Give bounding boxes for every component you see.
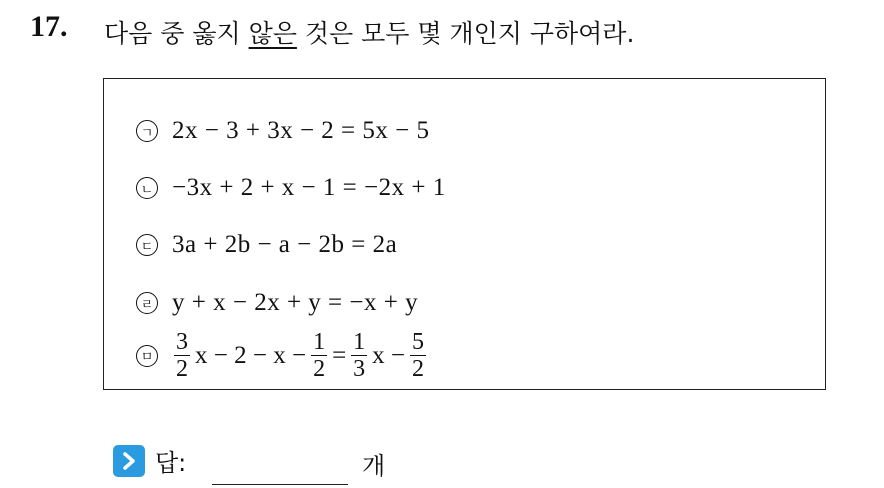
choice-expression-4: y + x − 2x + y = −x + y: [172, 289, 419, 316]
choice-item-1: [136, 117, 430, 145]
question-number: 17.: [30, 10, 68, 43]
choice-item-2: [136, 174, 446, 202]
choice-item-5: [136, 329, 428, 382]
question-underlined-word: 않은: [248, 19, 297, 48]
question-text-before: 다음 중 옳지: [104, 19, 249, 48]
choice-item-3: [136, 231, 397, 259]
equals-sign: =: [332, 341, 347, 369]
fraction-1: [174, 329, 190, 382]
fraction-2: [311, 329, 327, 382]
fraction-3: [351, 329, 367, 382]
expression-part-2: x −: [372, 341, 406, 369]
chevron-right-icon: [113, 445, 145, 477]
choice-expression-3: 3a + 2b − a − 2b = 2a: [172, 231, 398, 258]
choice-marker-2: ㄴ: [136, 177, 158, 199]
fraction-1-numerator: 3: [176, 329, 188, 355]
answer-unit: 개: [362, 452, 386, 480]
answer-label: 답:: [155, 449, 187, 477]
choice-marker-1: ㄱ: [136, 120, 158, 142]
answer-row: [113, 443, 186, 478]
choice-expression-1: 2x − 3 + 3x − 2 = 5x − 5: [172, 117, 430, 144]
fraction-2-numerator: 1: [313, 329, 326, 355]
choice-marker-5: ㅁ: [136, 345, 158, 367]
question-text: [104, 14, 634, 50]
choices-box: [103, 78, 826, 390]
answer-blank[interactable]: [212, 484, 348, 485]
fraction-4-denominator: 2: [412, 356, 425, 382]
question-text-after: 것은 모두 몇 개인지 구하여라.: [296, 19, 635, 48]
fraction-4-numerator: 5: [412, 329, 425, 355]
choice-item-4: [136, 289, 418, 317]
fraction-4: [410, 329, 426, 382]
choice-marker-3: ㄷ: [136, 234, 158, 256]
fraction-3-numerator: 1: [353, 329, 366, 355]
choice-marker-4: ㄹ: [136, 292, 158, 314]
choice-expression-2: −3x + 2 + x − 1 = −2x + 1: [172, 174, 446, 201]
fraction-2-denominator: 2: [313, 356, 326, 382]
fraction-3-denominator: 3: [353, 356, 366, 382]
fraction-1-denominator: 2: [176, 356, 188, 382]
expression-part-1: x − 2 − x −: [195, 341, 307, 369]
